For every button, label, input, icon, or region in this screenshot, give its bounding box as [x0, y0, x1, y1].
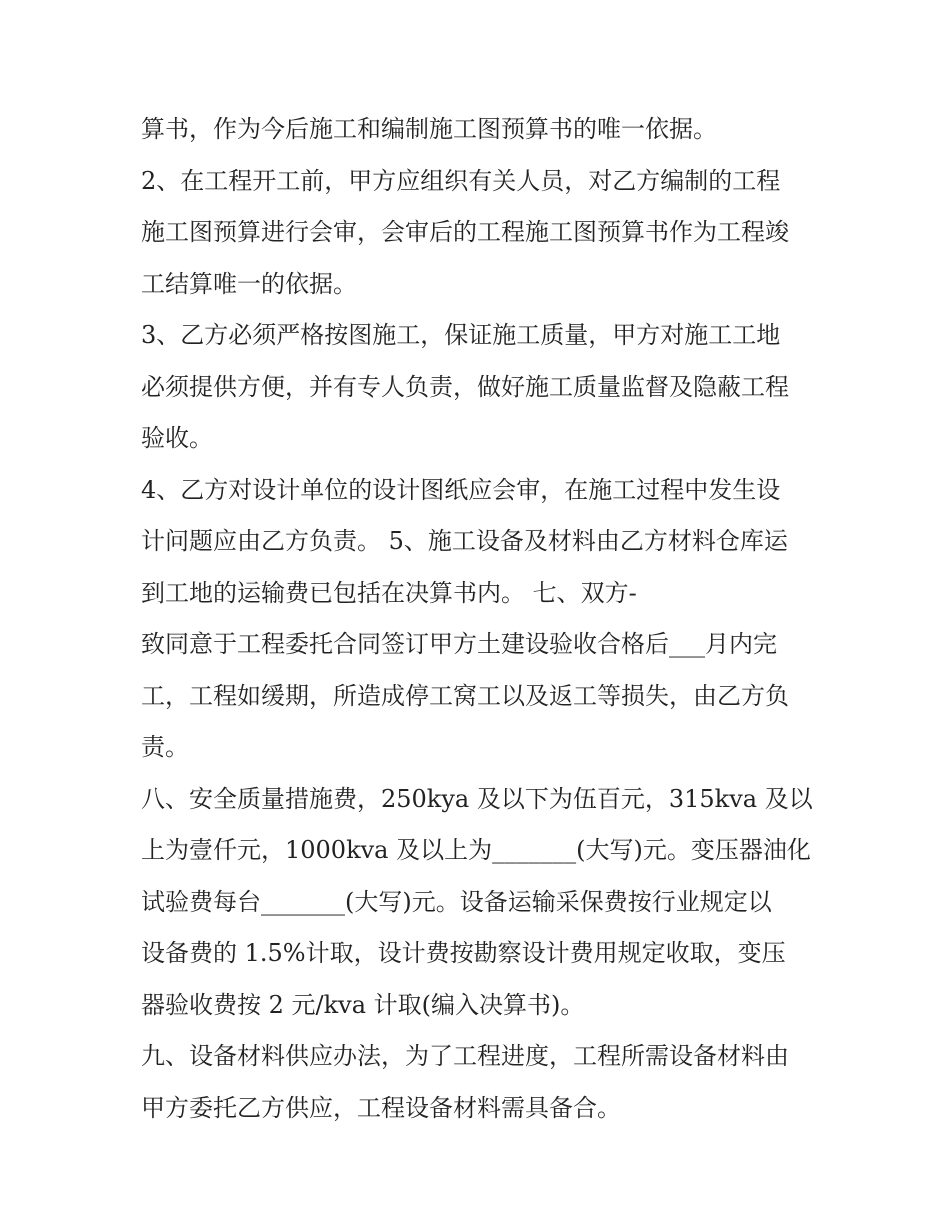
text-line: 必须提供方便，并有专人负责，做好施工质量监督及隐蔽工程	[141, 372, 789, 401]
text-line: 上为壹仟元，1000kva 及以上为_______(大写)元。变压器油化	[141, 836, 811, 864]
text-line: 责。	[141, 733, 189, 761]
text-line: 验收。	[141, 424, 213, 452]
text-line: 九、设备材料供应办法，为了工程进度，工程所需设备材料由	[141, 1042, 789, 1070]
text-line: 甲方委托乙方供应，工程设备材料需具备合。	[141, 1093, 621, 1122]
text-line: 4、乙方对设计单位的设计图纸应会审，在施工过程中发生设	[141, 475, 781, 504]
document-body	[141, 104, 831, 1134]
text-line: 到工地的运输费已包括在决算书内。 七、双方-	[141, 578, 637, 607]
text-line: 计问题应由乙方负责。 5、施工设备及材料由乙方材料仓库运	[141, 527, 788, 555]
text-line: 器验收费按 2 元/kva 计取(编入决算书)。	[141, 990, 585, 1019]
text-line: 设备费的 1.5%计取，设计费按勘察设计费用规定收取，变压	[141, 939, 786, 967]
text-line: 3、乙方必须严格按图施工，保证施工质量，甲方对施工工地	[141, 321, 781, 349]
text-line: 算书，作为今后施工和编制施工图预算书的唯一依据。	[141, 115, 717, 143]
text-line: 试验费每台_______(大写)元。设备运输采保费按行业规定以	[141, 887, 772, 916]
text-line: 工，工程如缓期，所造成停工窝工以及返工等损失，由乙方负	[141, 681, 789, 710]
text-line: 致同意于工程委托合同签订甲方土建设验收合格后___月内完	[141, 630, 777, 658]
text-line: 八、安全质量措施费，250kya 及以下为伍百元，315kva 及以	[141, 784, 813, 813]
text-line: 施工图预算进行会审，会审后的工程施工图预算书作为工程竣	[141, 218, 789, 246]
text-line: 工结算唯一的依据。	[141, 269, 357, 298]
text-line: 2、在工程开工前，甲方应组织有关人员，对乙方编制的工程	[141, 166, 781, 195]
